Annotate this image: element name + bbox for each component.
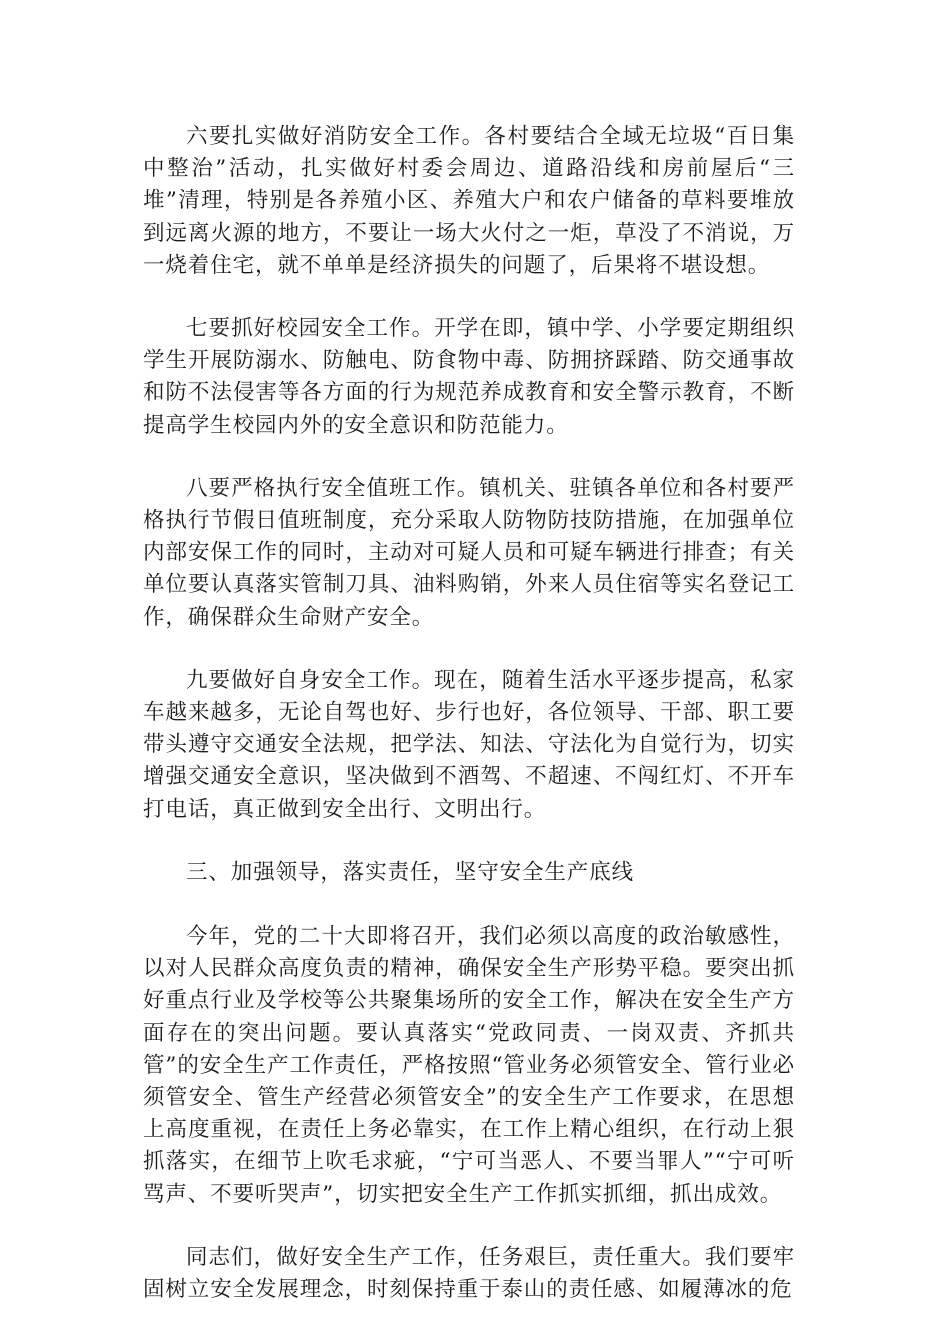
section-heading: 三、加强领导，落实责任，坚守安全生产底线 (186, 859, 635, 885)
paragraph-personal-safety: 九要做好自身安全工作。现在，随着生活水平逐步提高，私家车越来越多，无论自驾也好、步行也好，各位领导、干部、职工要带头遵守交通安全法规，把学法、知法、守法化为自觉行为，切实增强交通安全意识，坚决做到不酒驾、不超速、不闯红灯、不开车打电话，真正做到安全出行、文明出行。 (143, 667, 795, 822)
paragraph-closing: 同志们，做好安全生产工作，任务艰巨，责任重大。我们要牢固树立安全发展理念，时刻保持重于泰山的责任感、如履薄冰的危 (143, 1244, 795, 1303)
paragraph-leadership: 今年，党的二十大即将召开，我们必须以高度的政治敏感性，以对人民群众高度负责的精神，确保安全生产形势平稳。要突出抓好重点行业及学校等公共聚集场所的安全工作，解决在安全生产方面存在的突出问题。要认真落实“党政同责、一岗双责、齐抓共管”的安全生产工作责任，严格按照“管业务必须管安全、管行业必须管安全、管生产经营必须管安全”的安全生产工作要求，在思想上高度重视，在责任上务必靠实，在工作上精心组织，在行动上狠抓落实，在细节上吹毛求疵，“宁可当恶人、不要当罪人”“宁可听骂声、不要听哭声”，切实把安全生产工作抓实抓细，抓出成效。 (143, 924, 795, 1207)
paragraph-duty-safety: 八要严格执行安全值班工作。镇机关、驻镇各单位和各村要严格执行节假日值班制度，充分采取人防物防技防措施，在加强单位内部安保工作的同时，主动对可疑人员和可疑车辆进行排查；有关单位要认真落实管制刀具、油料购销，外来人员住宿等实名登记工作，确保群众生命财产安全。 (143, 475, 795, 630)
document-body (143, 121, 795, 1337)
paragraph-fire-safety: 六要扎实做好消防安全工作。各村要结合全域无垃圾“百日集中整治”活动，扎实做好村委会周边、道路沿线和房前屋后“三堆”清理，特别是各养殖小区、养殖大户和农户储备的草料要堆放到远离火源的地方，不要让一场大火付之一炬，草没了不消说，万一烧着住宅，就不单单是经济损失的问题了，后果将不堪设想。 (143, 124, 795, 278)
paragraph-campus-safety: 七要抓好校园安全工作。开学在即，镇中学、小学要定期组织学生开展防溺水、防触电、防食物中毒、防拥挤踩踏、防交通事故和防不法侵害等各方面的行为规范养成教育和安全警示教育，不断提高学生校园内外的安全意识和防范能力。 (143, 316, 795, 438)
